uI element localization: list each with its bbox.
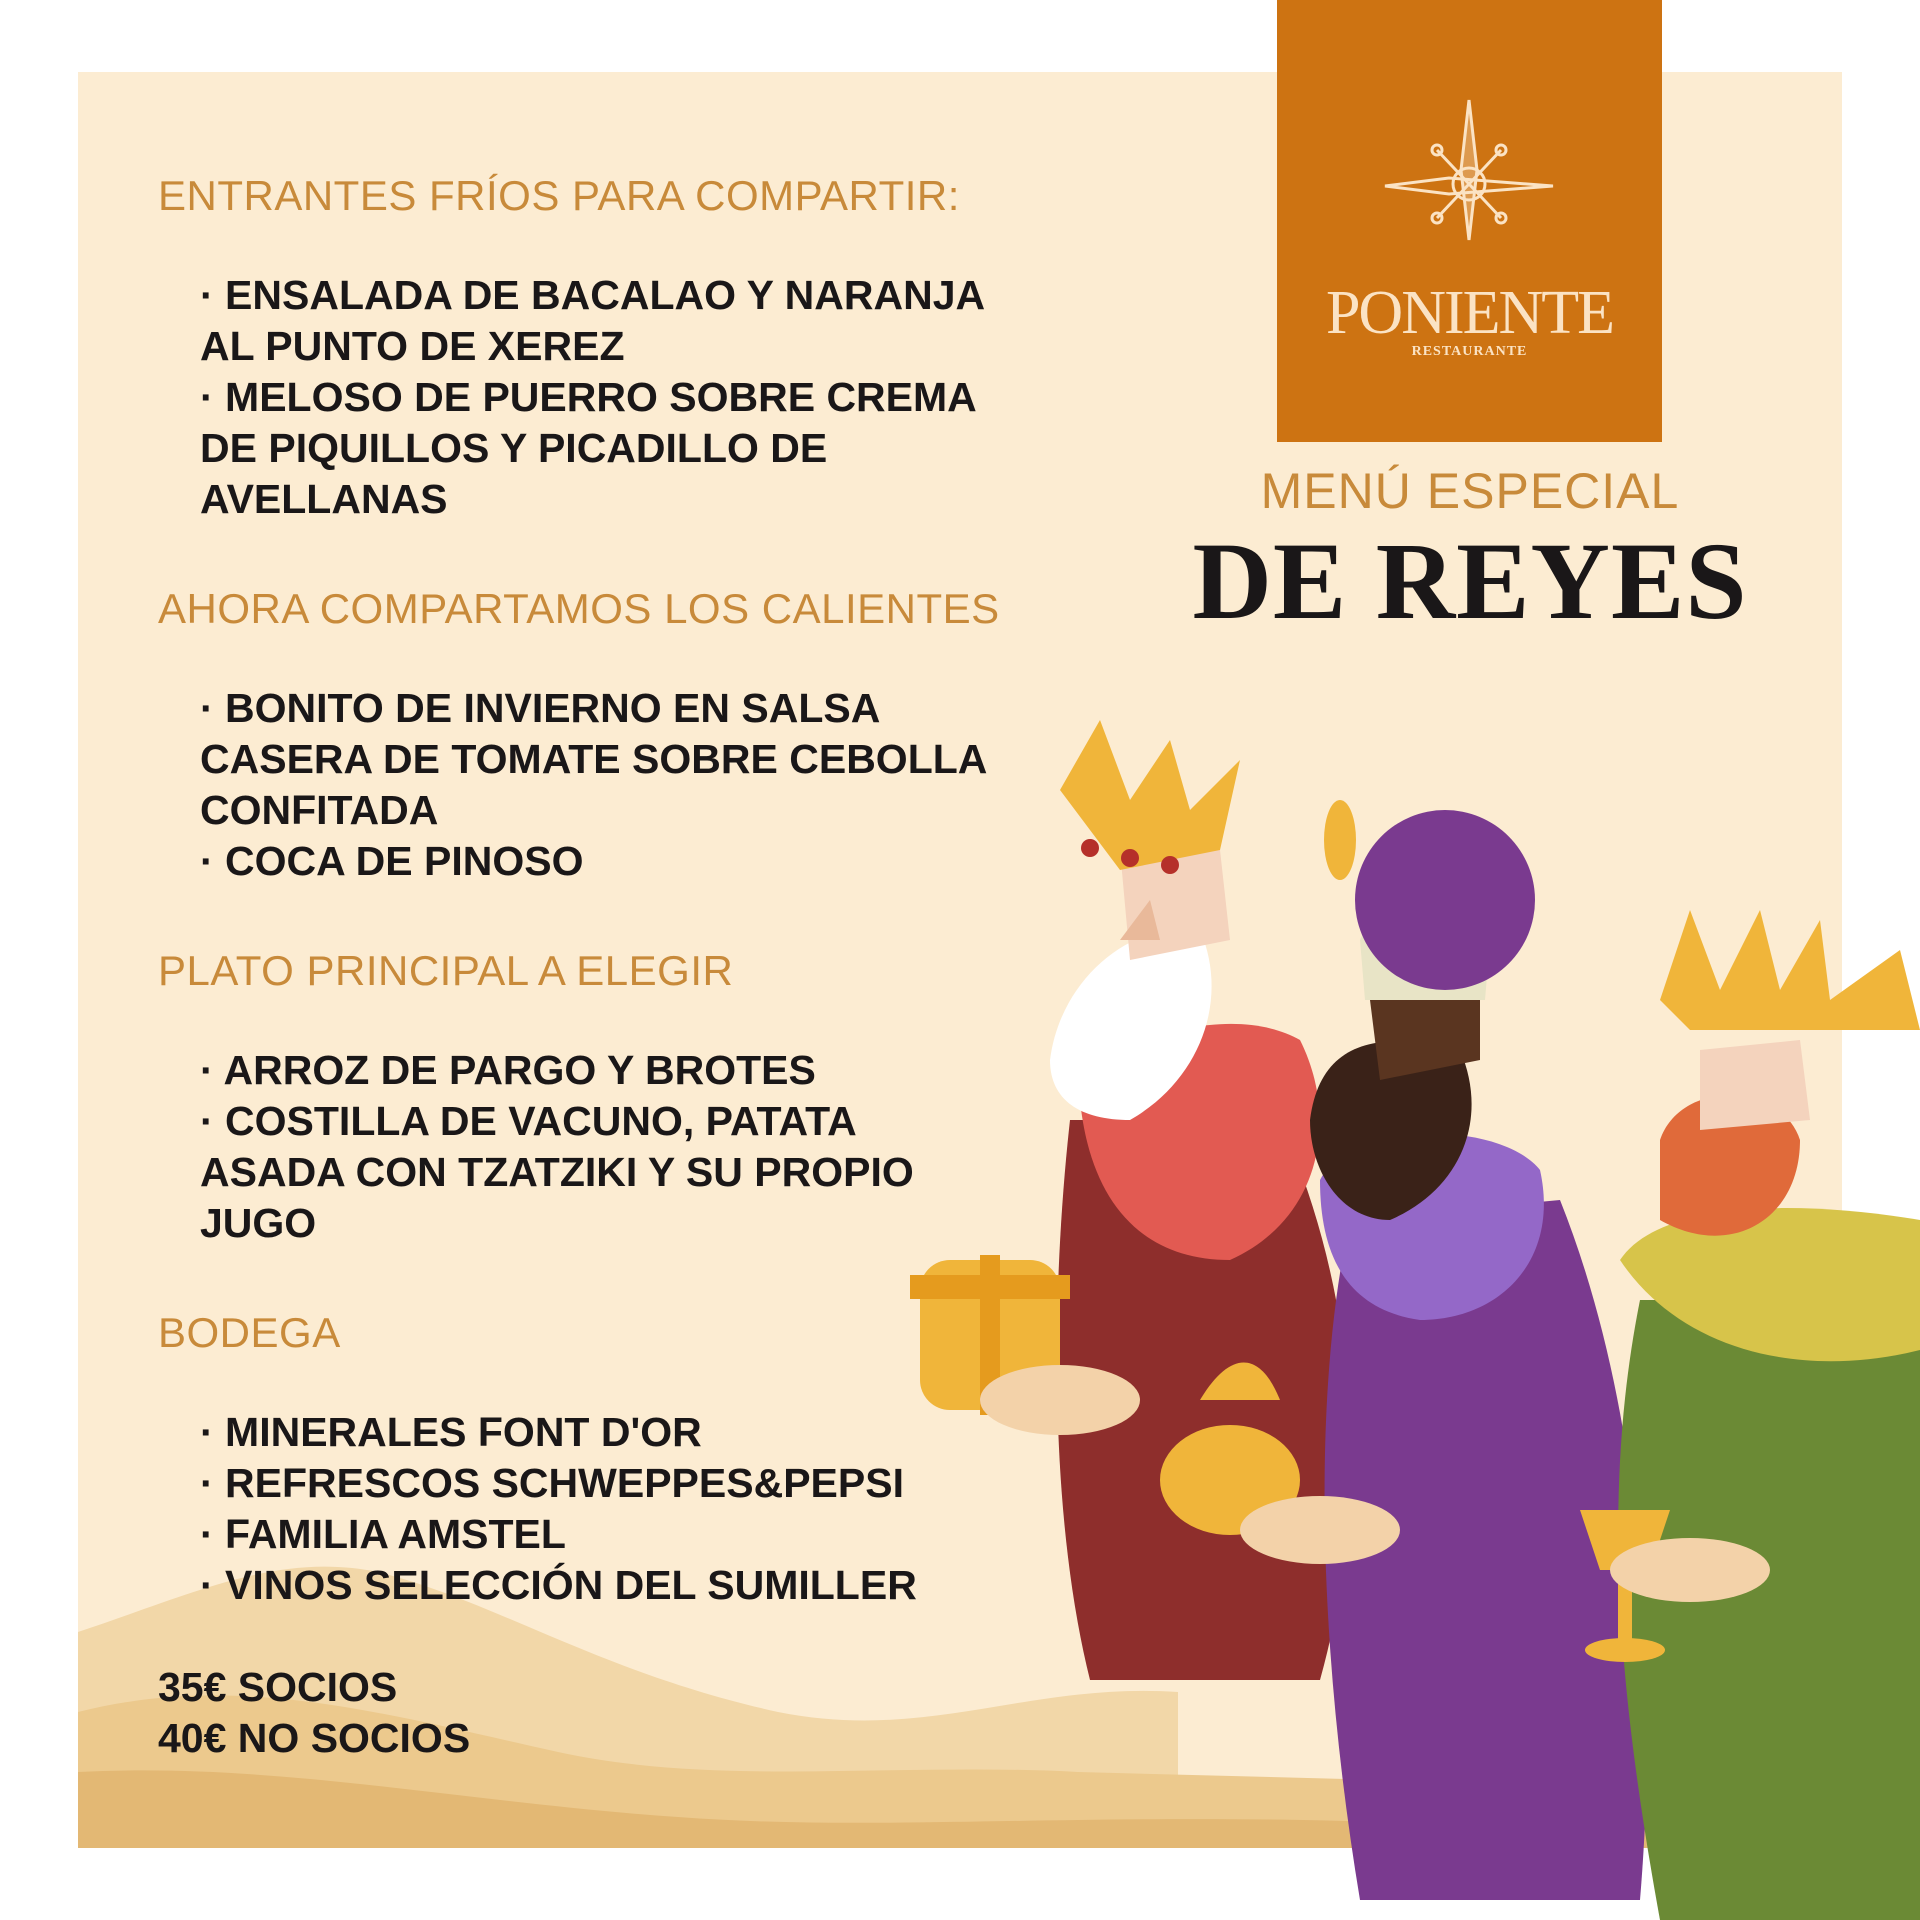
menu-item: · COCA DE PINOSO — [200, 838, 584, 884]
compass-star-icon — [1277, 0, 1662, 280]
menu-title: DE REYES — [1192, 520, 1748, 642]
menu-item: · VINOS SELECCIÓN DEL SUMILLER — [200, 1562, 917, 1608]
menu-item: · ENSALADA DE BACALAO Y NARANJA — [200, 272, 986, 318]
menu-item: · BONITO DE INVIERNO EN SALSA — [200, 685, 881, 731]
logo-name: PONIENTE — [1325, 279, 1614, 347]
three-kings-illustration — [900, 700, 1920, 1920]
price-block — [158, 1662, 470, 1764]
menu-item: DE PIQUILLOS Y PICADILLO DE — [200, 425, 828, 471]
menu-item: CASERA DE TOMATE SOBRE CEBOLLA — [200, 736, 988, 782]
menu-item: ASADA CON TZATZIKI Y SU PROPIO — [200, 1149, 914, 1195]
menu-item: · REFRESCOS SCHWEPPES&PEPSI — [200, 1460, 904, 1506]
menu-item: AVELLANAS — [200, 476, 448, 522]
menu-section — [158, 170, 1058, 525]
section-title: PLATO PRINCIPAL A ELEGIR — [158, 947, 734, 994]
menu-item: · FAMILIA AMSTEL — [200, 1511, 566, 1557]
section-title: AHORA COMPARTAMOS LOS CALIENTES — [158, 585, 1000, 632]
restaurant-logo — [1277, 0, 1662, 442]
section-title: ENTRANTES FRÍOS PARA COMPARTIR: — [158, 172, 960, 219]
menu-item: · MELOSO DE PUERRO SOBRE CREMA — [200, 374, 977, 420]
section-items — [200, 270, 1058, 525]
price-members: 35€ SOCIOS — [158, 1664, 398, 1710]
price-non-members: 40€ NO SOCIOS — [158, 1715, 471, 1761]
menu-item: · COSTILLA DE VACUNO, PATATA — [200, 1098, 857, 1144]
menu-item: · ARROZ DE PARGO Y BROTES — [200, 1047, 816, 1093]
menu-item: CONFITADA — [200, 787, 439, 833]
menu-subtitle: MENÚ ESPECIAL — [1260, 463, 1680, 519]
logo-subtitle: RESTAURANTE — [1411, 344, 1528, 359]
section-title: BODEGA — [158, 1309, 341, 1356]
menu-item: JUGO — [200, 1200, 317, 1246]
menu-item: AL PUNTO DE XEREZ — [200, 323, 625, 369]
menu-item: · MINERALES FONT D'OR — [200, 1409, 702, 1455]
